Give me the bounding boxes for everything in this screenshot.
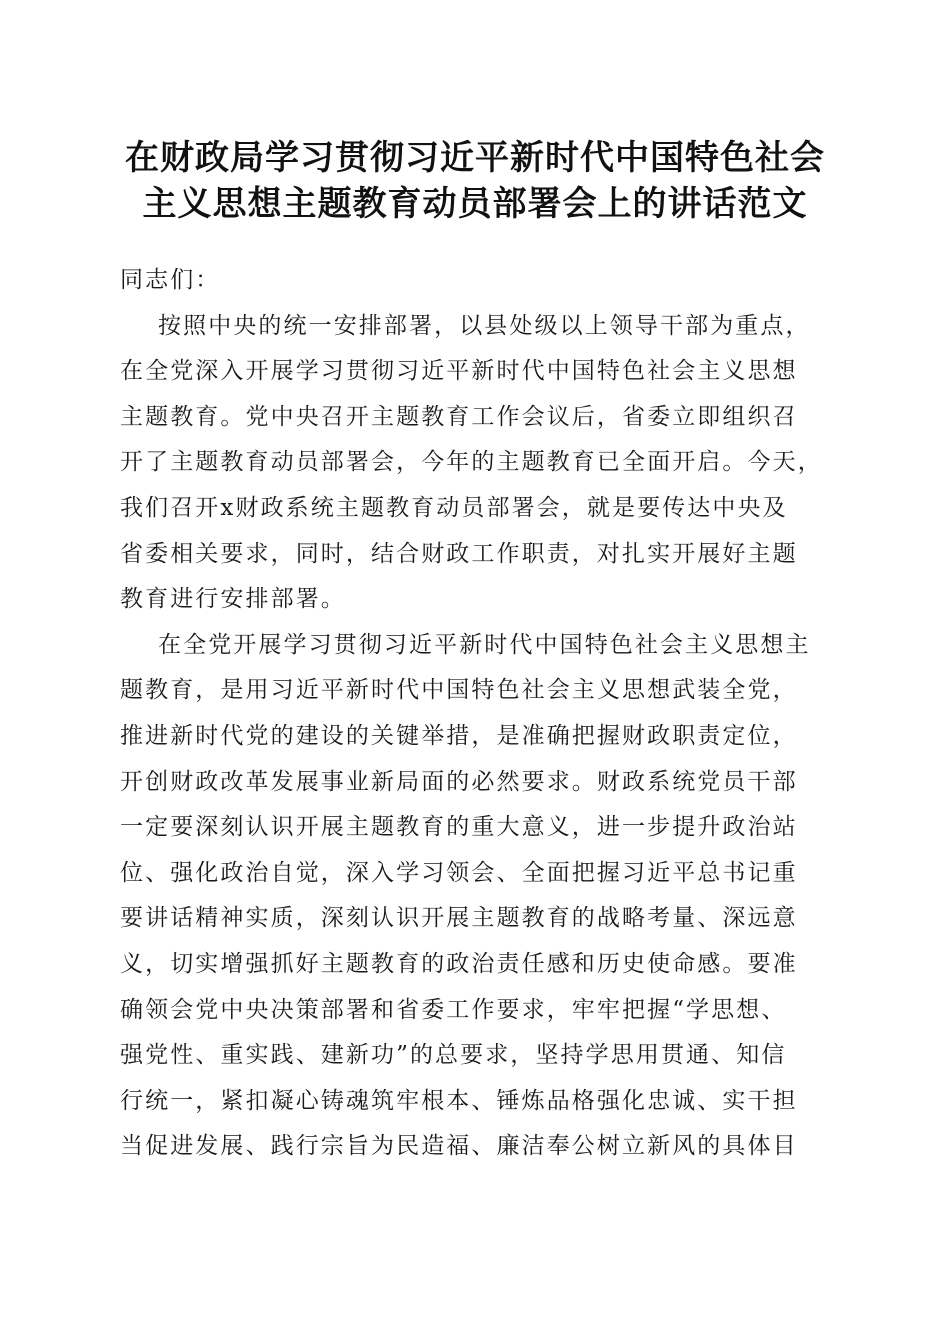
- paragraph-line: 我们召开x财政系统主题教育动员部署会，就是要传达中央及: [120, 494, 788, 521]
- paragraph-line: 推进新时代党的建设的关键举措，是准确把握财政职责定位，: [120, 722, 798, 749]
- paragraph-line: 义，切实增强抓好主题教育的政治责任感和历史使命感。要准: [120, 950, 798, 977]
- paragraph-line: 行统一，紧扣凝心铸魂筑牢根本、锤炼品格强化忠诚、实干担: [120, 1087, 798, 1114]
- document-body: [120, 258, 840, 1170]
- paragraph-line: 在全党深入开展学习贯彻习近平新时代中国特色社会主义思想: [120, 358, 798, 385]
- paragraph-line: 在全党开展学习贯彻习近平新时代中国特色社会主义思想主: [158, 631, 811, 658]
- paragraph-line: 确领会党中央决策部署和省委工作要求，牢牢把握“学思想、: [120, 996, 787, 1023]
- paragraph-1: [120, 304, 840, 623]
- paragraph-line: 省委相关要求，同时，结合财政工作职责，对扎实开展好主题: [120, 540, 798, 567]
- paragraph-line: 当促进发展、践行宗旨为民造福、廉洁奉公树立新风的具体目: [120, 1133, 798, 1160]
- paragraph-line: 教育进行安排部署。: [120, 586, 346, 613]
- paragraph-line: 位、强化政治自觉，深入学习领会、全面把握习近平总书记重: [120, 859, 798, 886]
- salutation: 同志们：: [120, 267, 221, 293]
- title-line: 主义思想主题教育动员部署会上的讲话范文: [142, 184, 808, 224]
- paragraph-line: 开了主题教育动员部署会，今年的主题教育已全面开启。今天，: [120, 449, 823, 476]
- paragraph-line: 按照中央的统一安排部署，以县处级以上领导干部为重点，: [158, 312, 811, 339]
- paragraph-line: 主题教育。党中央召开主题教育工作会议后，省委立即组织召: [120, 403, 798, 430]
- paragraph-line: 一定要深刻认识开展主题教育的重大意义，进一步提升政治站: [120, 814, 798, 841]
- paragraph-line: 强党性、重实践、建新功”的总要求，坚持学思用贯通、知信: [120, 1042, 787, 1069]
- paragraph-line: 题教育，是用习近平新时代中国特色社会主义思想武装全党，: [120, 677, 798, 704]
- title-line: 在财政局学习贯彻习近平新时代中国特色社会: [125, 138, 825, 178]
- paragraph-line: 开创财政改革发展事业新局面的必然要求。财政系统党员干部: [120, 768, 798, 795]
- document-title: [100, 135, 850, 227]
- paragraph-line: 要讲话精神实质，深刻认识开展主题教育的战略考量、深远意: [120, 905, 798, 932]
- paragraph-2: [120, 623, 840, 1170]
